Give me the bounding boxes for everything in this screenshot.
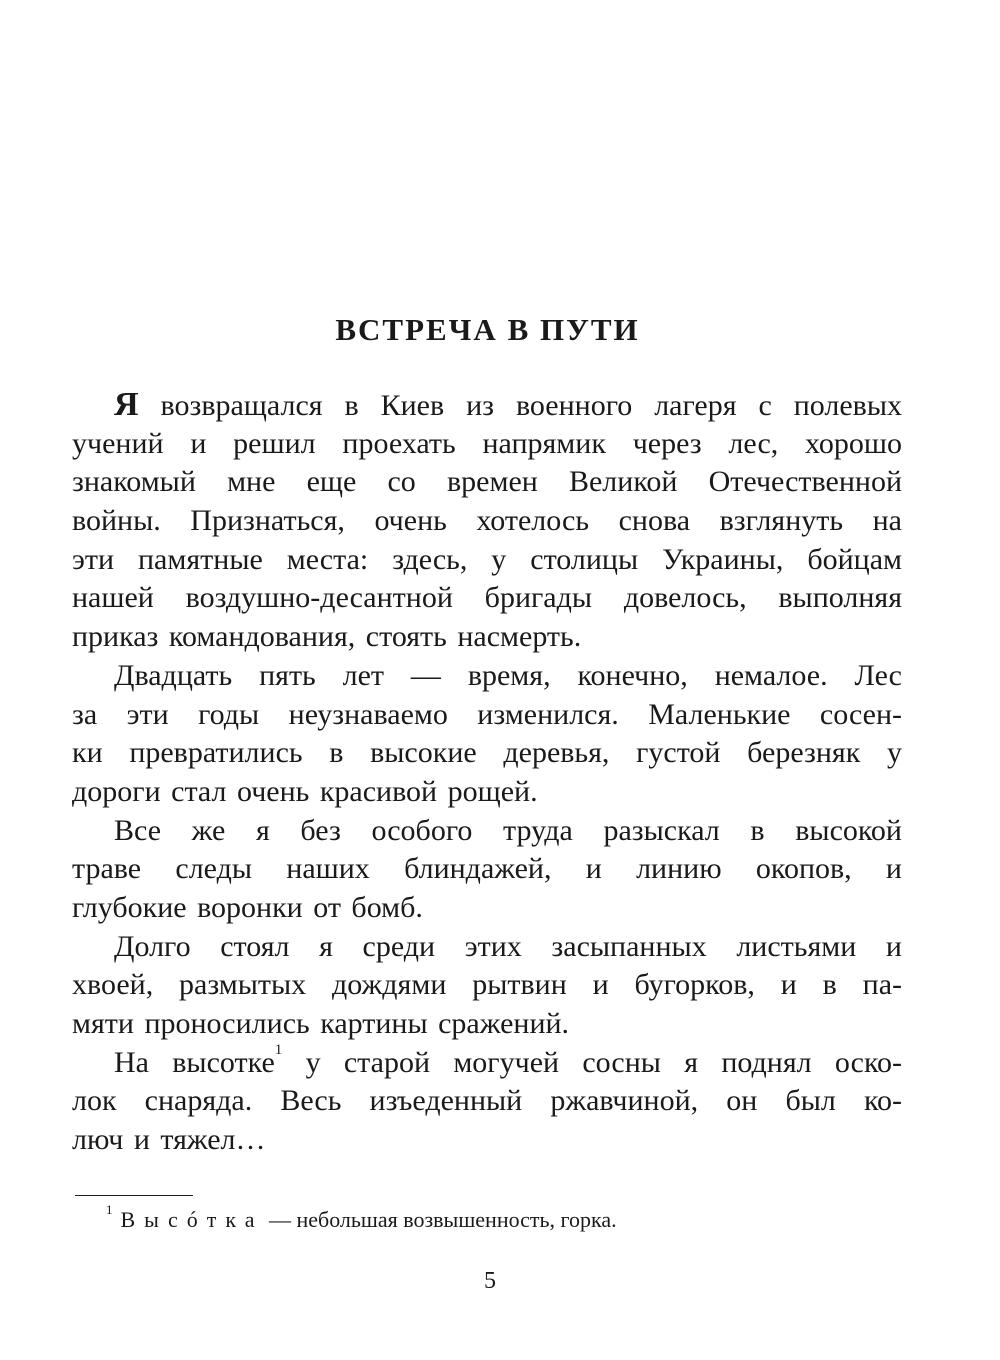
text-line: [72, 1082, 902, 1121]
text-line: [72, 1005, 902, 1044]
footnote-term: Высóтка: [120, 1207, 264, 1232]
line-text: ки превратились в высокие деревья, густой березняк у: [72, 736, 902, 770]
line-text: мяти проносились картины сражений.: [72, 1007, 570, 1040]
text-line: [72, 773, 902, 812]
footnote-reference: 1: [274, 1041, 283, 1058]
page-number: 5: [484, 1268, 496, 1294]
text-line: [72, 579, 902, 618]
line-text: Все же я без особого труда разыскал в высокой: [114, 813, 902, 847]
text-line: [72, 618, 902, 657]
line-text: эти памятные места: здесь, у столицы Украины, бойцам: [72, 542, 902, 576]
line-text: за эти годы неузнаваемо изменился. Маленькие сосен-: [72, 697, 902, 731]
line-text: учений и решил проехать напрямик через лес, хорошо: [72, 426, 902, 460]
text-line: [72, 502, 902, 541]
line-text: войны. Признаться, очень хотелось снова взглянуть на: [72, 504, 902, 538]
chapter-title: ВСТРЕЧА В ПУТИ: [335, 312, 640, 347]
line-text: люч и тяжел…: [72, 1123, 266, 1157]
footnote: [106, 1202, 617, 1233]
footnote-definition: — небольшая возвышенность, горка.: [263, 1207, 617, 1232]
text-line: [72, 812, 902, 851]
initial-letter: Я: [114, 386, 139, 423]
line-text: нашей воздушно-десантной бригады довелось, выполняя: [72, 581, 902, 615]
line-text: хвоей, размытых дождями рытвин и бугорков, и в па-: [72, 968, 902, 1002]
text-line: [72, 889, 902, 928]
text-line: [72, 850, 902, 889]
line-text: глубокие воронки от бомб.: [72, 890, 423, 924]
text-line: [72, 386, 902, 425]
chapter-body: [72, 386, 902, 1160]
text-line: [72, 966, 902, 1005]
line-text: у старой могучей сосны я поднял оско-: [282, 1045, 902, 1079]
line-text: На высотке: [114, 1045, 275, 1079]
line-text: приказ командования, стоять насмерть.: [72, 620, 582, 654]
text-line: [72, 463, 902, 502]
line-text: Долго стоял я среди этих засыпанных листьями и: [114, 929, 902, 963]
text-line: [72, 541, 902, 580]
text-line: [72, 1121, 902, 1160]
footnote-marker: 1: [106, 1202, 113, 1217]
line-text: лок снаряда. Весь изъеденный ржавчиной, он был ко-: [72, 1084, 902, 1118]
text-line: [72, 1041, 902, 1083]
footnote-divider: [75, 1195, 193, 1196]
line-text: возвращался в Киев из военного лагеря с полевых: [138, 389, 902, 422]
text-line: [72, 928, 902, 967]
text-line: [72, 696, 902, 735]
text-line: [72, 425, 902, 464]
text-line: [72, 734, 902, 773]
line-text: Двадцать пять лет — время, конечно, немалое. Лес: [114, 658, 902, 692]
text-line: [72, 657, 902, 696]
line-text: знакомый мне еще со времен Великой Отечественной: [72, 465, 902, 499]
line-text: дороги стал очень красивой рощей.: [72, 774, 538, 808]
line-text: траве следы наших блиндажей, и линию окопов, и: [72, 852, 902, 886]
